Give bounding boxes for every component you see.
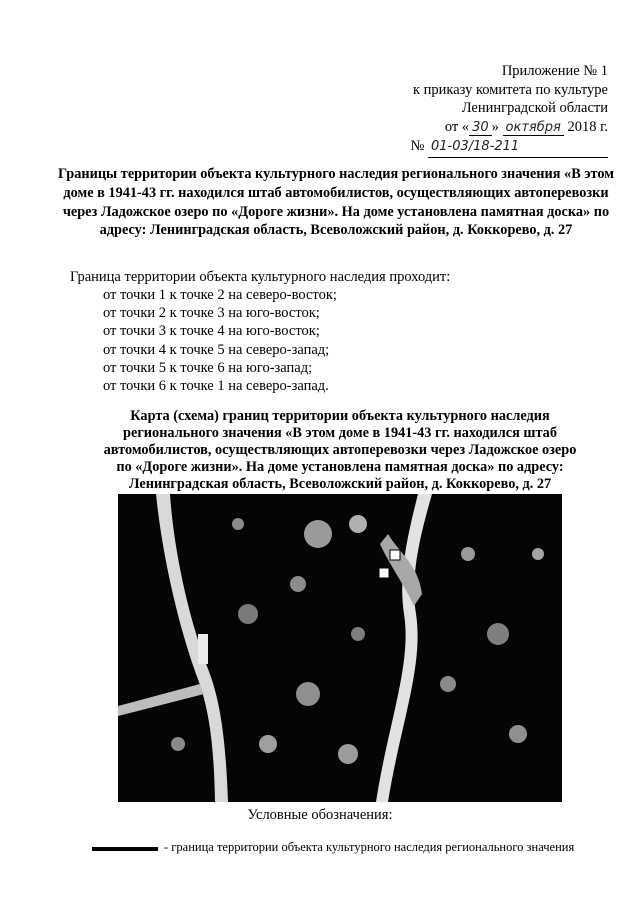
boundary-line-symbol [92, 847, 158, 851]
boundary-points-list [103, 286, 337, 395]
boundary-intro: Граница территории объекта культурного наследия проходит: [70, 269, 451, 285]
handwritten-number: 01-03/18-211 [431, 139, 520, 154]
aerial-map-image [118, 494, 562, 802]
appendix-date-line: от « 30 » октября 2018 г. [444, 118, 608, 135]
handwritten-month: октября [503, 120, 564, 136]
handwritten-day: 30 [469, 120, 492, 136]
appendix-number-line: № 01-03/18-211 [348, 137, 608, 158]
date-year: 2018 г. [567, 118, 608, 135]
appendix-order-line: к приказу комитета по культуре [412, 81, 608, 98]
legend-title: Условные обозначения: [247, 807, 393, 823]
list-item: от точки 3 к точке 4 на юго-восток; [103, 323, 320, 340]
appendix-region-line: Ленинградской области [461, 100, 608, 116]
list-item: от точки 4 к точке 5 на северо-запад; [103, 341, 330, 358]
list-item: от точки 1 к точке 2 на северо-восток; [103, 287, 337, 303]
legend-item-label: - граница территории объекта культурного наследия регионального значения [164, 840, 575, 854]
list-item: от точки 2 к точке 3 на юго-восток; [103, 305, 320, 322]
list-item: от точки 5 к точке 6 на юго-запад; [103, 359, 313, 376]
list-item: от точки 6 к точке 1 на северо-запад. [103, 378, 329, 395]
map-title: Карта (схема) границ территории объекта культурного наследия регионального значения «В этом доме в 1941-43 гг. находился штаб автомобилистов, осуществляющих автоперевозки через Ладожское озеро по «Дороге жизни». На доме установлена памятная доска» по адресу: Ленинградская область, Всеволожский район, д. Коккорево, д. 27 [103, 408, 577, 492]
document-heading: Границы территории объекта культурного наследия регионального значения «В этом доме в 1941-43 гг. находился штаб автомобилистов, осуществляющих автоперевозки через Ладожское озеро по «Дороге жизни». На доме установлена памятная доска» по адресу: Ленинградская область, Всеволожский район, д. Коккорево, д. 27 [58, 166, 614, 239]
appendix-title: Приложение № 1 [501, 63, 608, 79]
aerial-map [118, 494, 562, 802]
appendix-block [348, 62, 608, 158]
legend-item [92, 840, 622, 860]
